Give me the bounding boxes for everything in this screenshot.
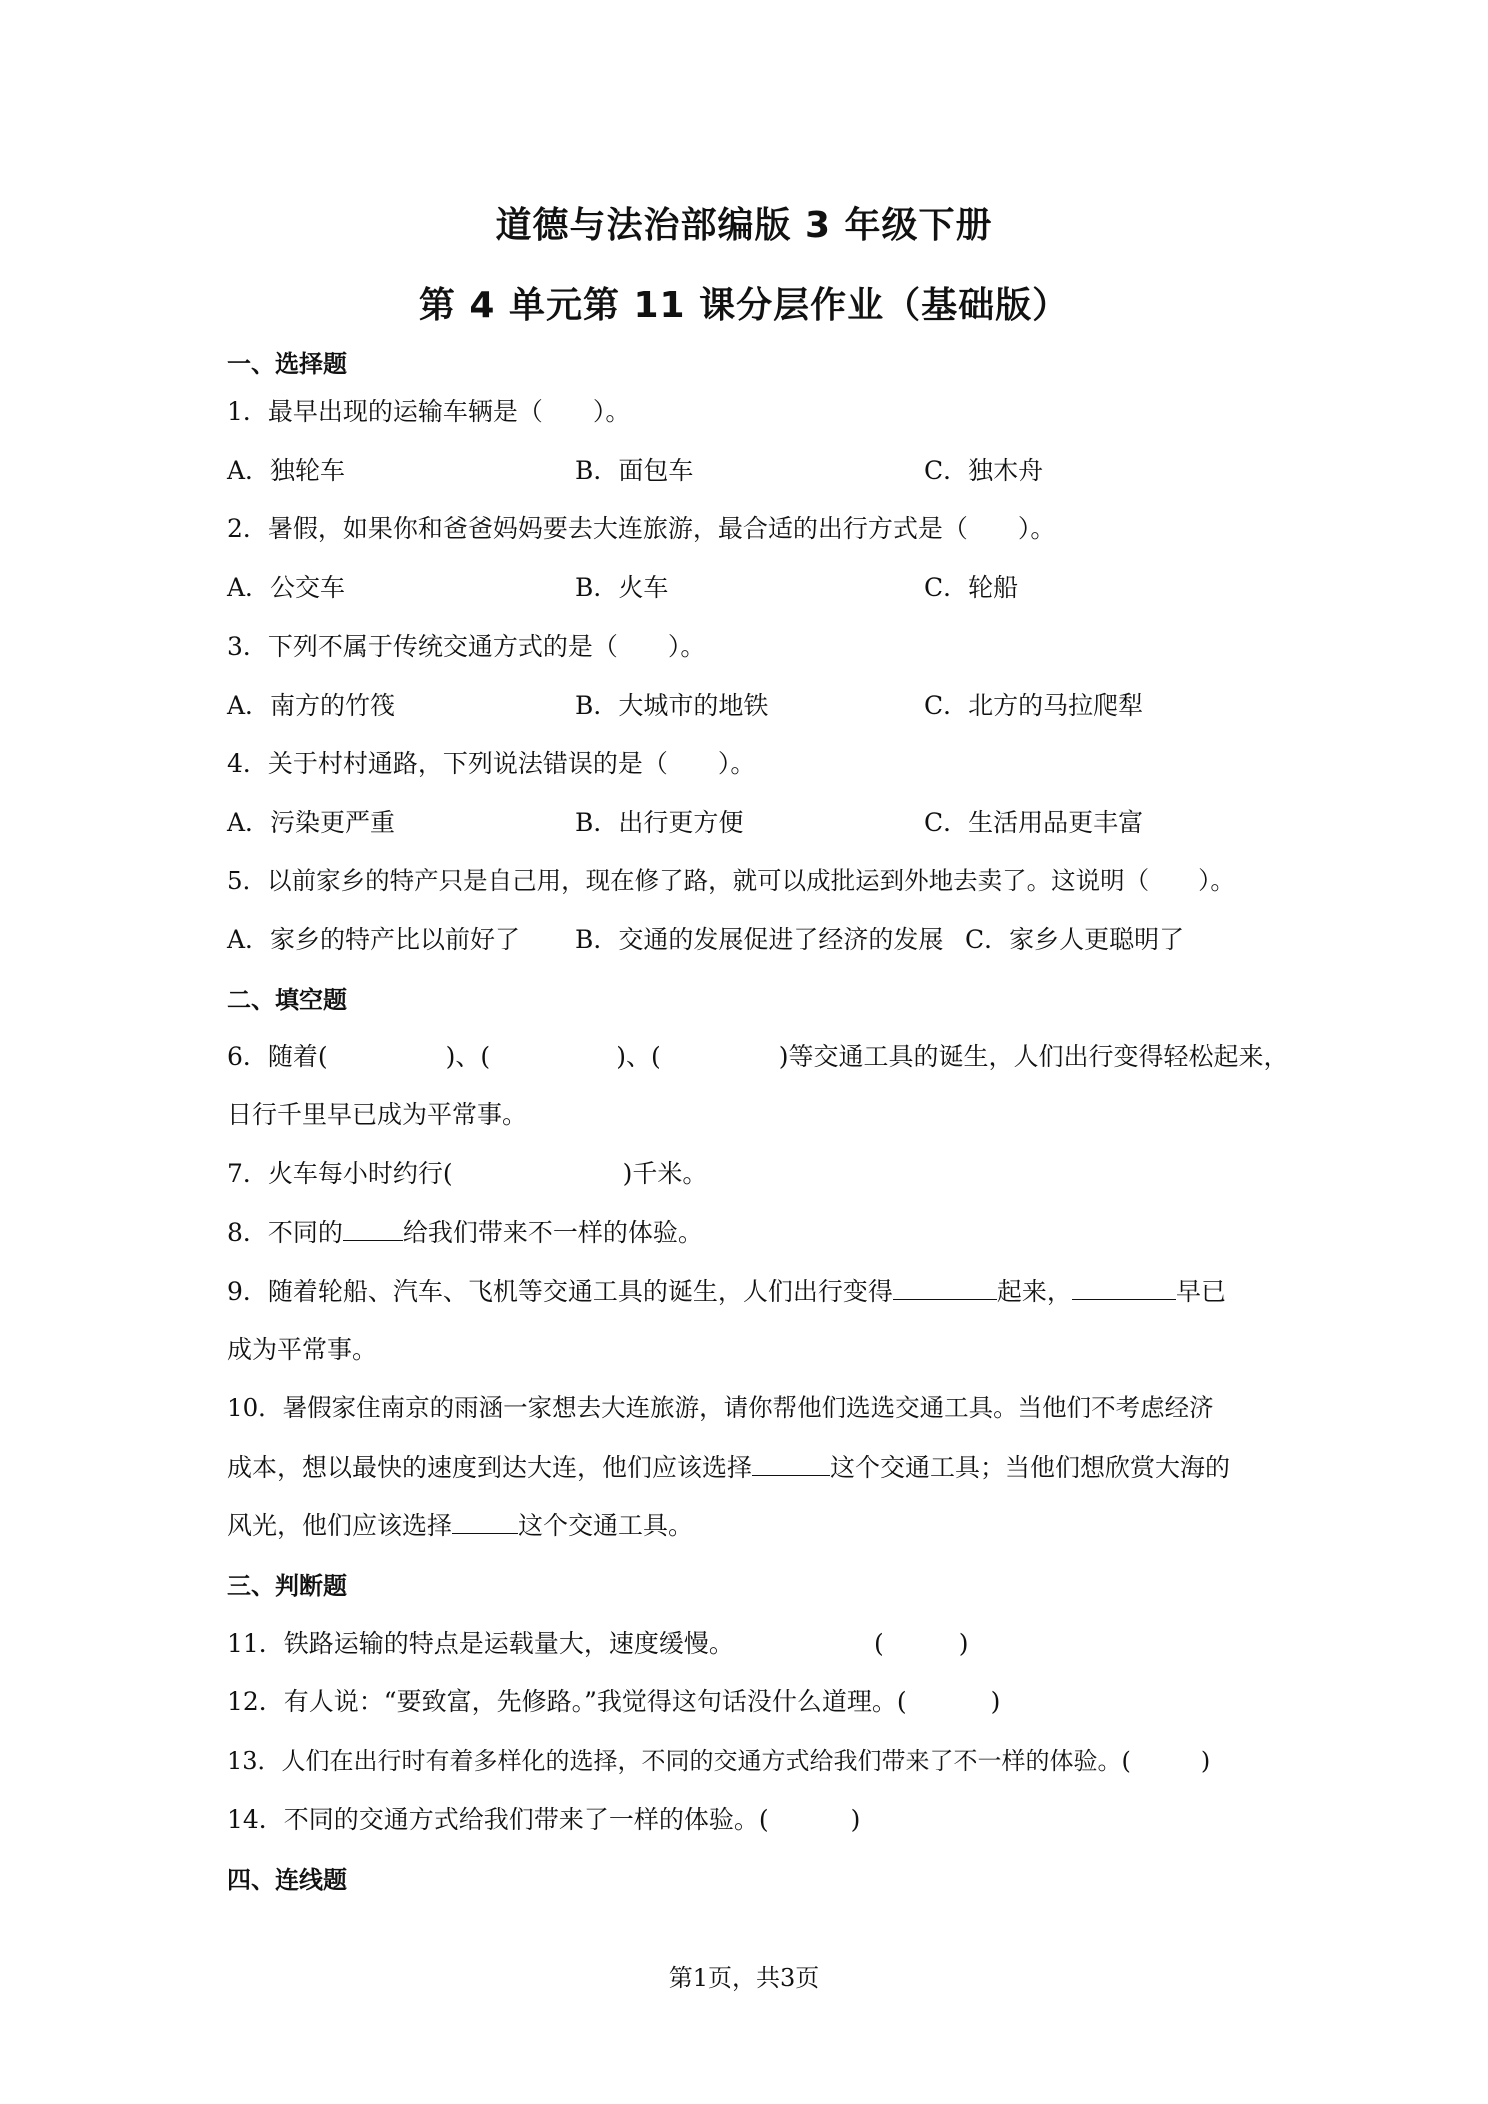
question-11-answer-parens: ( ): [874, 1629, 969, 1658]
question-3-option-a: A．南方的竹筏: [227, 691, 396, 720]
question-6-line-2: 日行千里早已成为平常事。: [227, 1100, 528, 1129]
question-6-text-3: )、(: [616, 1042, 661, 1071]
question-12-close-paren: ): [990, 1687, 1001, 1716]
section-heading-true-false: 三、判断题: [227, 1572, 347, 1600]
question-4-stem: 4．关于村村通路，下列说法错误的是（ ）。: [227, 749, 756, 778]
section-heading-fill-in: 二、填空题: [227, 986, 347, 1014]
question-7-text-1: 7．火车每小时约行(: [227, 1159, 453, 1188]
section-heading-matching: 四、连线题: [227, 1866, 347, 1894]
question-2-option-a: A．公交车: [227, 573, 346, 602]
page-footer: 第1页，共3页: [668, 1964, 820, 1992]
question-4-option-a: A．污染更严重: [227, 808, 396, 837]
question-10-line-3: [227, 1506, 693, 1542]
question-13: [227, 1741, 1210, 1776]
question-9-blank-2: [1072, 1273, 1176, 1300]
question-9-line-2: 成为平常事。: [227, 1335, 378, 1364]
question-10-blank-1: [752, 1449, 830, 1476]
page-subtitle: 第 4 单元第 11 课分层作业（基础版）: [418, 285, 1070, 326]
question-8-blank: [343, 1214, 403, 1241]
question-14-stem: 14．不同的交通方式给我们带来了一样的体验。(: [227, 1805, 769, 1834]
question-5-option-c: C．家乡人更聪明了: [965, 925, 1185, 954]
question-1-option-b: B．面包车: [575, 456, 694, 485]
question-1-stem: 1．最早出现的运输车辆是（ ）。: [227, 397, 631, 426]
question-9-blank-1: [893, 1273, 997, 1300]
question-12-stem: 12．有人说：“要致富，先修路。”我觉得这句话没什么道理。(: [227, 1687, 907, 1716]
question-3-option-c: C．北方的马拉爬犁: [924, 691, 1144, 720]
question-10-text-2: 这个交通工具；当他们想欣赏大海的: [830, 1453, 1231, 1482]
question-7-text-2: )千米。: [622, 1159, 708, 1188]
question-12: [227, 1682, 1000, 1718]
question-10-text-1: 成本，想以最快的速度到达大连，他们应该选择: [227, 1453, 753, 1482]
question-6-text-4: )等交通工具的诞生，人们出行变得轻松起来，: [778, 1042, 1289, 1071]
question-1-option-a: A．独轮车: [227, 456, 346, 485]
question-9-text-3: 早已: [1175, 1277, 1226, 1306]
question-1-option-c: C．独木舟: [924, 456, 1044, 485]
question-8: [227, 1213, 703, 1249]
question-6-text-2: )、(: [445, 1042, 491, 1071]
question-5-stem: 5．以前家乡的特产只是自己用，现在修了路，就可以成批运到外地去卖了。这说明（ ）。: [227, 866, 1235, 895]
question-10-line-1: 10．暑假家住南京的雨涵一家想去大连旅游，请你帮他们选选交通工具。当他们不考虑经济: [227, 1393, 1214, 1422]
question-8-text-2: 给我们带来不一样的体验。: [402, 1218, 703, 1247]
page-title: 道德与法治部编版 3 年级下册: [495, 205, 993, 246]
question-9-text-1: 9．随着轮船、汽车、飞机等交通工具的诞生，人们出行变得: [227, 1277, 893, 1306]
question-13-stem: 13．人们在出行时有着多样化的选择，不同的交通方式给我们带来了不一样的体验。(: [227, 1747, 1131, 1775]
question-5-option-b: B．交通的发展促进了经济的发展: [575, 925, 944, 954]
question-14-close-paren: ): [850, 1805, 861, 1834]
question-6-text-1: 6．随着(: [227, 1042, 328, 1071]
question-3-option-b: B．大城市的地铁: [575, 691, 769, 720]
question-11-stem: 11．铁路运输的特点是运载量大，速度缓慢。: [227, 1629, 734, 1658]
question-9-text-2: 起来，: [996, 1277, 1072, 1306]
question-4-option-c: C．生活用品更丰富: [924, 808, 1144, 837]
section-heading-choice: 一、选择题: [227, 350, 347, 378]
question-8-text-1: 8．不同的: [227, 1218, 343, 1247]
question-9-line-1: [227, 1272, 1226, 1308]
question-7: [227, 1154, 707, 1190]
question-2-stem: 2．暑假，如果你和爸爸妈妈要去大连旅游，最合适的出行方式是（ ）。: [227, 514, 1056, 543]
question-14: [227, 1800, 860, 1836]
question-2-option-b: B．火车: [575, 573, 669, 602]
question-6-line-1: [227, 1037, 1288, 1073]
question-13-close-paren: ): [1200, 1747, 1211, 1775]
question-3-stem: 3．下列不属于传统交通方式的是（ ）。: [227, 632, 706, 661]
question-10-text-3: 风光，他们应该选择: [227, 1511, 453, 1540]
question-5-option-a: A．家乡的特产比以前好了: [227, 925, 521, 954]
question-10-text-4: 这个交通工具。: [518, 1511, 694, 1540]
question-10-line-2: [227, 1448, 1230, 1484]
question-10-blank-2: [452, 1507, 518, 1534]
question-2-option-c: C．轮船: [924, 573, 1019, 602]
question-4-option-b: B．出行更方便: [575, 808, 744, 837]
